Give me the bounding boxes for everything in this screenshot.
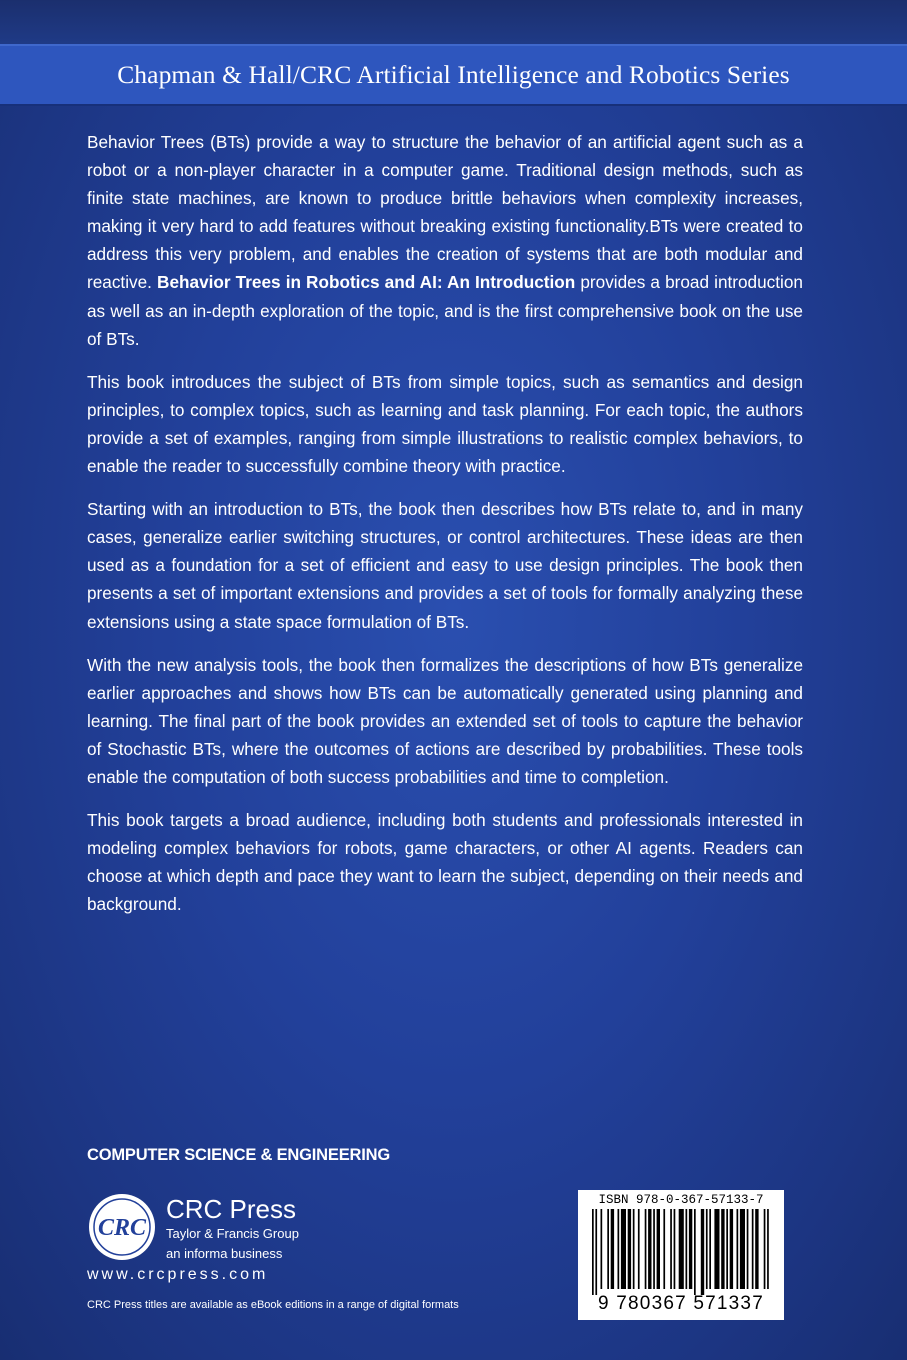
barcode-bar bbox=[686, 1209, 688, 1289]
barcode-bar bbox=[706, 1209, 708, 1289]
barcode-digits: 9 780367 571337 bbox=[598, 1293, 764, 1314]
barcode-bar bbox=[767, 1209, 769, 1289]
top-stripe bbox=[0, 0, 907, 44]
isbn-barcode bbox=[578, 1190, 784, 1320]
barcode-bar bbox=[674, 1209, 676, 1289]
isbn-label: ISBN 978-0-367-57133-7 bbox=[598, 1193, 764, 1207]
barcode-bar bbox=[679, 1209, 684, 1289]
barcode-bar bbox=[611, 1209, 614, 1289]
blurb-paragraph-4: With the new analysis tools, the book then formalizes the descriptions of how BTs generalize earlier approaches and shows how BTs can be automatically generated using planning and learning. The final part of the book provides an extended set of tools to capture the behavior of Stochastic BTs, where the outcomes of actions are described by probabilities. These tools enable the computation of both success probabilities and time to completion. bbox=[87, 654, 803, 787]
barcode-bar bbox=[607, 1209, 609, 1289]
barcode-bar bbox=[726, 1209, 728, 1289]
barcode-bar bbox=[601, 1209, 603, 1289]
barcode-bar bbox=[755, 1209, 758, 1289]
barcode-bar bbox=[657, 1209, 660, 1289]
blurb-paragraph-2: This book introduces the subject of BTs from simple topics, such as semantics and design principles, to complex topics, such as learning and task planning. For each topic, the authors provide a set of examples, ranging from simple illustrations to realistic complex behaviors, to enable the reader to successfully combine theory with practice. bbox=[87, 371, 803, 477]
barcode-bar bbox=[701, 1209, 704, 1295]
publisher-informa: an informa business bbox=[166, 1246, 283, 1261]
barcode-bar bbox=[740, 1209, 745, 1289]
crc-logo-text: CRC bbox=[97, 1215, 147, 1241]
blurb-p1-end: provides a broad introduction as well as an in-depth exploration of the topic, and is the first comprehensive book on the use of BTs. bbox=[87, 272, 803, 349]
barcode-bar bbox=[730, 1209, 733, 1289]
blurb-paragraph-3: Starting with an introduction to BTs, the book then describes how BTs relate to, and in many cases, generalize earlier switching structures, or control architectures. These ideas are then used as a foundation for a set of efficient and easy to use design principles. The book then presents a set of important extensions and provides a set of tools for formally analyzing these extensions using a state space formulation of BTs. bbox=[87, 499, 803, 632]
blurb-p1-intro: Behavior Trees (BTs) provide a way to structure the behavior of an artificial agent such as a robot or a non-player character in a computer game. Traditional design methods, such as finite state machines, are known to produce brittle behaviors when complexity increases, making it very hard to add features without breaking existing functionality.BTs were created to address this very problem, and enables the creation of systems that are both modular and reactive. bbox=[87, 132, 803, 293]
barcode-bar bbox=[648, 1209, 651, 1289]
blurb-paragraph-1 bbox=[87, 128, 803, 353]
barcode-bar bbox=[721, 1209, 724, 1289]
publisher-name: CRC Press bbox=[166, 1194, 297, 1224]
barcode-bar bbox=[653, 1209, 655, 1289]
barcode-bar bbox=[621, 1209, 626, 1289]
barcode-bar bbox=[645, 1209, 647, 1289]
barcode-bar bbox=[595, 1209, 597, 1295]
barcode-bar bbox=[670, 1209, 672, 1289]
book-title-bold: Behavior Trees in Robotics and AI: An Introduction bbox=[157, 272, 576, 293]
series-band bbox=[0, 44, 907, 106]
barcode-bar bbox=[714, 1209, 719, 1289]
publisher-website: www.crcpress.com bbox=[87, 1266, 269, 1283]
barcode-bar bbox=[618, 1209, 620, 1289]
barcode-bar bbox=[638, 1209, 640, 1289]
barcode-bar bbox=[737, 1209, 739, 1289]
barcode-bar bbox=[747, 1209, 749, 1289]
barcode-bar bbox=[764, 1209, 766, 1289]
barcode-bar bbox=[752, 1209, 754, 1289]
subject-category: COMPUTER SCIENCE & ENGINEERING bbox=[87, 1146, 390, 1164]
barcode-bar bbox=[633, 1209, 635, 1289]
blurb-paragraph-5: This book targets a broad audience, including both students and professionals interested in modeling complex behaviors for robots, game characters, or other AI agents. Readers can choose at which depth and pace they want to learn the subject, depending on their needs and background. bbox=[87, 810, 803, 915]
series-title: Chapman & Hall/CRC Artificial Intelligence and Robotics Series bbox=[117, 60, 790, 89]
ebook-note: CRC Press titles are available as eBook editions in a range of digital formats bbox=[87, 1299, 459, 1311]
barcode-bar bbox=[689, 1209, 692, 1289]
crc-press-logo-icon bbox=[87, 1192, 157, 1262]
barcode-bar bbox=[709, 1209, 711, 1289]
barcode-bar bbox=[628, 1209, 631, 1289]
barcode-bar bbox=[663, 1209, 665, 1289]
back-cover-blurb bbox=[87, 128, 803, 933]
publisher-group: Taylor & Francis Group bbox=[166, 1226, 299, 1241]
barcode-bar bbox=[694, 1209, 696, 1295]
barcode-icon bbox=[586, 1209, 776, 1295]
barcode-bar bbox=[592, 1209, 594, 1295]
